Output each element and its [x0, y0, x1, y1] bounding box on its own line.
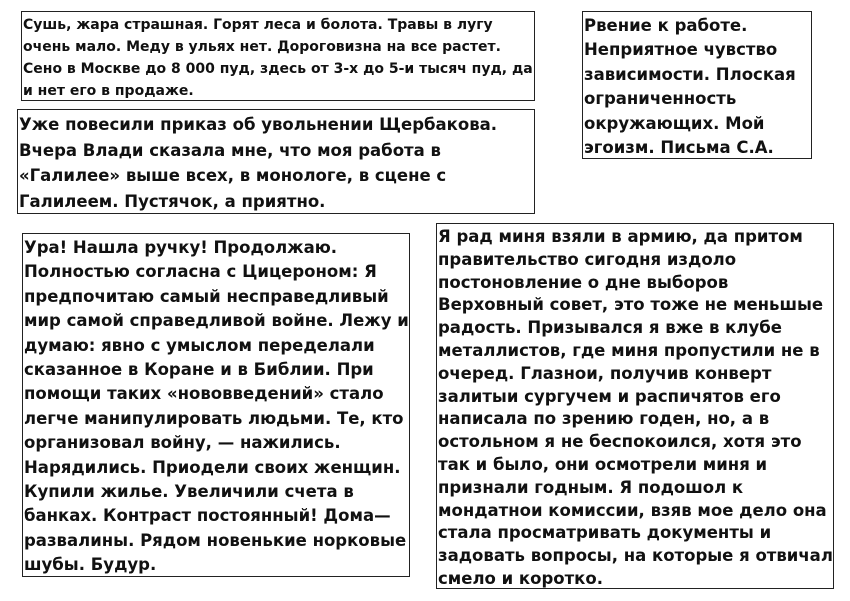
diary-note-pen: Ура! Нашла ручку! Продолжаю. Полностью согласна с Цицероном: Я предпочитаю самый несправедливый мир самой справедливой войне. Лежу и думаю: явно с умыслом переделали сказанное в Коране и в Библии. При помощи таких «нововведений» стало легче манипулировать людьми. Те, кто организовал войну, — нажились. Нарядились. Приодели своих женщин. Купили жилье. Увеличили счета в банках. Контраст постоянный! Дома— развалины. Рядом новенькие норковые шубы. Будур. — [22, 233, 410, 577]
diary-note-army: Я рад миня взяли в армию, да притом правительство сигодня издоло постоновление о дне выборов Верховный совет, это тоже не меньшые радость. Призывался я вже в клубе металлистов, где миня пропустили не в очеред. Глазнои, получив конверт залитыи сургучем и распичятов его написала по зрению годен, но, а в остольном я не беспокоился, хотя это так и было, они осмотрели миня и признали годным. Я подошол к мондатнои комиссии, взяв мое дело она стала просматривать документы и задовать вопросы, на которые я отвичал смело и коротко. — [436, 223, 834, 589]
diary-note-drought: Сушь, жара страшная. Горят леса и болота. Травы в лугу очень мало. Меду в ульях нет. Дороговизна на все растет. Сено в Москве до 8 000 пуд, здесь от 3-х до 5-и тысяч пуд, да и нет его в продаже. — [21, 11, 535, 101]
diary-note-zeal: Рвение к работе. Неприятное чувство зависимости. Плоская ограниченность окружающих. Мой эгоизм. Письма С.А. — [582, 11, 812, 159]
diary-note-galileo: Уже повесили приказ об увольнении Щербакова. Вчера Влади сказала мне, что моя работа в «Галилее» выше всех, в монологе, в сцене с Галилеем. Пустячок, а приятно. — [17, 109, 535, 214]
